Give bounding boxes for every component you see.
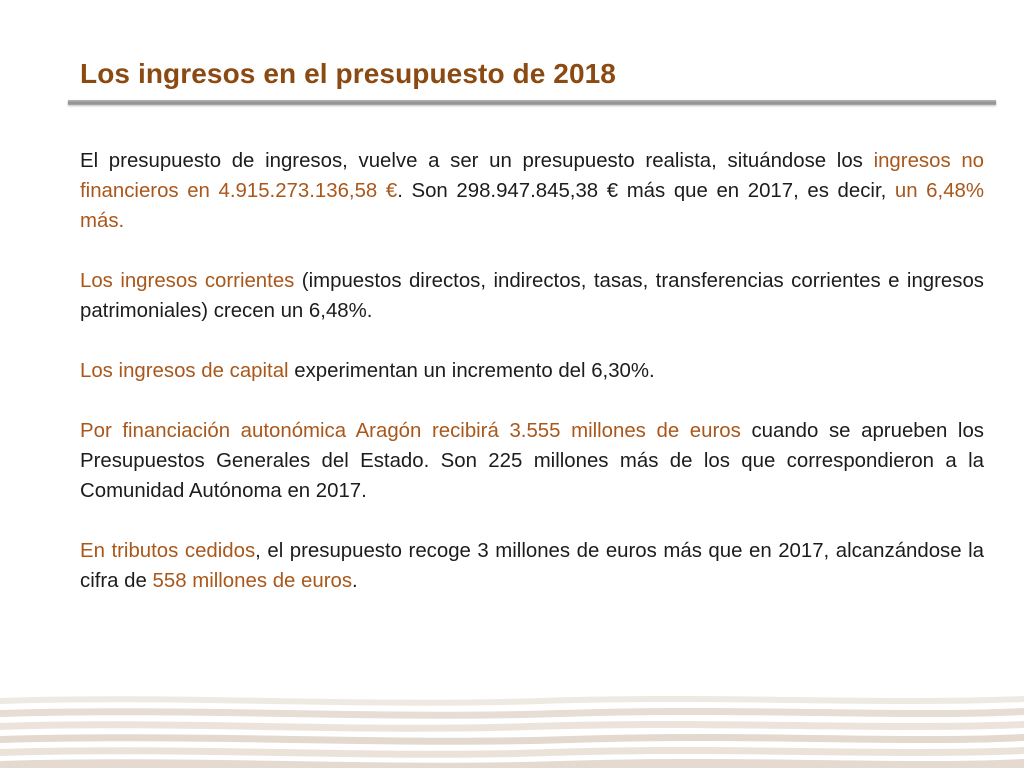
slide-body xyxy=(80,146,984,626)
highlight-porcentaje-incremento: un 6,48% más. xyxy=(80,180,984,232)
text-segment: (impuestos directos, indirectos, tasas, transferencias corrientes e ingresos patrimoniales) crecen un 6,48%. xyxy=(80,270,984,322)
title-divider xyxy=(68,100,996,105)
highlight-ingresos-capital: Los ingresos de capital xyxy=(80,360,289,382)
text-segment: experimentan un incremento del 6,30%. xyxy=(288,360,655,382)
text-segment: cuando se aprueben los Presupuestos Generales del Estado. Son 225 millones más de los que correspondieron a la Comunidad Autónoma en 2017. xyxy=(80,420,984,502)
decorative-wave-footer xyxy=(0,690,1024,768)
slide-title: Los ingresos en el presupuesto de 2018 xyxy=(80,58,616,89)
paragraph-ingresos-corrientes xyxy=(80,266,984,326)
highlight-cifra-tributos: 558 millones de euros xyxy=(152,570,353,592)
text-segment: El presupuesto de ingresos, vuelve a ser un presupuesto realista, situándose los xyxy=(80,150,874,172)
highlight-ingresos-corrientes: Los ingresos corrientes xyxy=(80,270,295,292)
text-segment: . Son 298.947.845,38 € más que en 2017, es decir, xyxy=(397,180,895,202)
highlight-ingresos-no-financieros: ingresos no financieros en 4.915.273.136,58 € xyxy=(80,150,984,202)
text-segment: , el presupuesto recoge 3 millones de euros más que en 2017, alcanzándose la cifra de xyxy=(80,540,985,592)
highlight-tributos-cedidos: En tributos cedidos xyxy=(80,540,256,562)
paragraph-financiacion-autonomica xyxy=(80,416,984,506)
wave-pattern-graphic xyxy=(0,690,1024,768)
text-segment: . xyxy=(352,570,358,592)
highlight-financiacion-autonomica: Por financiación autonómica Aragón recibirá 3.555 millones de euros xyxy=(80,420,741,442)
paragraph-ingresos-no-financieros xyxy=(80,146,984,236)
paragraph-tributos-cedidos xyxy=(80,536,984,596)
paragraph-ingresos-capital xyxy=(80,356,984,386)
